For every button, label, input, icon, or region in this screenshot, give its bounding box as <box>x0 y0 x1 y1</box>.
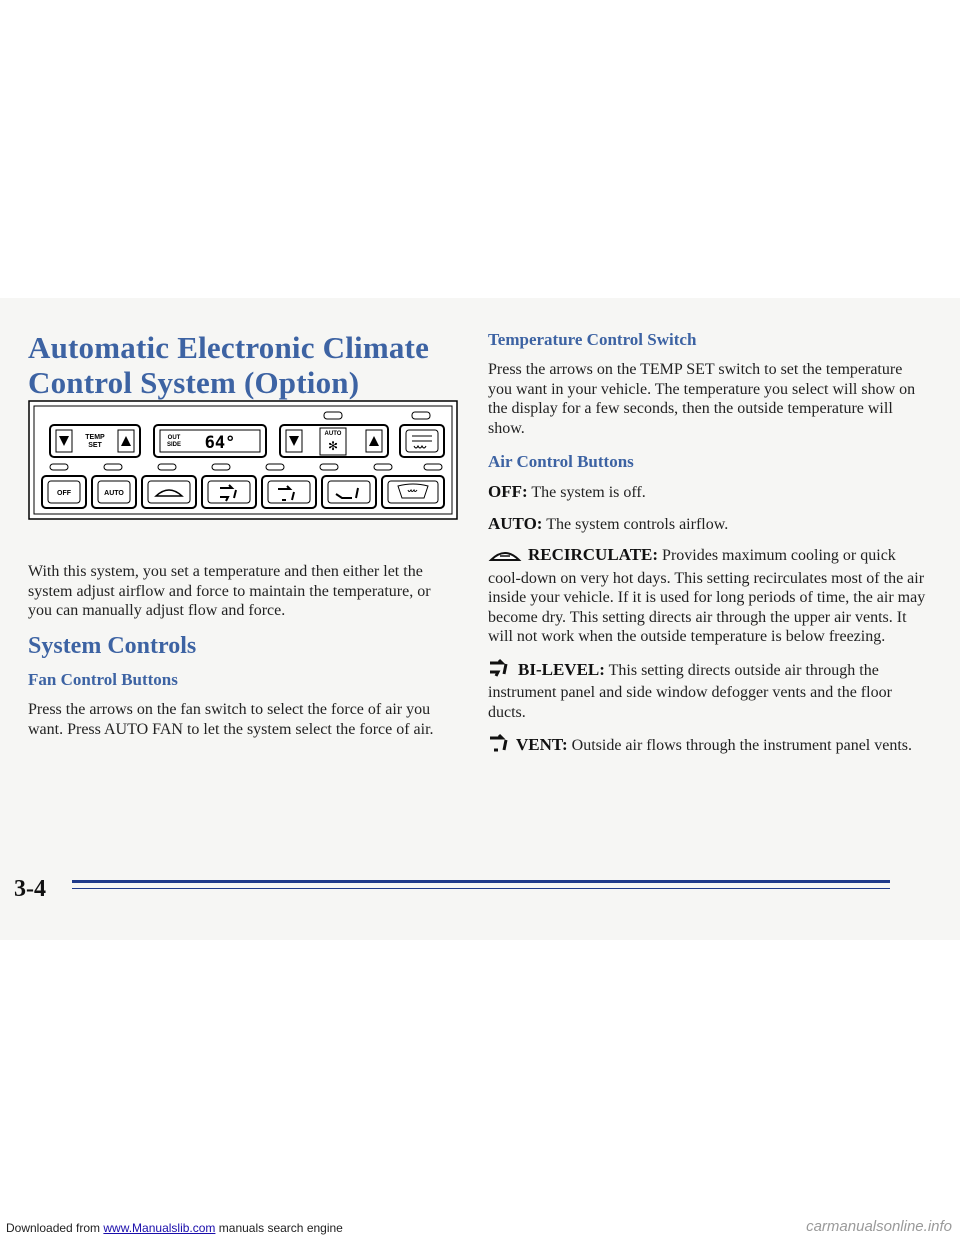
watermark: carmanualsonline.info <box>806 1218 952 1235</box>
auto-item <box>488 514 928 535</box>
page-title <box>28 330 458 400</box>
climate-control-panel-illustration <box>28 400 458 520</box>
left-column <box>28 330 458 400</box>
display-value: 64° <box>204 433 236 453</box>
off-text: The system is off. <box>527 484 646 501</box>
recirculate-text: Provides maximum cooling or quick cool-down on very hot days. This setting recirculates most of the air inside your vehicle. If it is used for long periods of time, the air may become dry. This setting directs air through the upper air vents. It will not work when the outside temperature is below freezing. <box>488 547 926 645</box>
climate-panel-svg <box>28 400 458 520</box>
fan-text: Press the arrows on the fan switch to select the force of air you want. Press AUTO FAN to let the system select the force of air. <box>28 701 434 738</box>
off-term: OFF: <box>488 482 528 501</box>
out-side-label: OUT SIDE <box>166 435 182 448</box>
download-prefix: Downloaded from <box>6 1221 104 1235</box>
temp-set-label: TEMP SET <box>85 434 105 449</box>
page-number: 3-4 <box>14 876 46 902</box>
vent-item <box>488 733 928 759</box>
manualslib-link[interactable]: www.Manualslib.com <box>103 1221 216 1235</box>
recirculate-term: RECIRCULATE: <box>528 545 659 564</box>
bilevel-icon <box>488 658 512 684</box>
fan-icon: ✻ <box>327 439 339 453</box>
fan-control-section <box>28 670 458 739</box>
temp-text: Press the arrows on the TEMP SET switch to set the temperature you want in your vehicle. The temperature you select will show on the display for a few seconds, then the outside temperature will show. <box>488 361 916 437</box>
title-line-1: Automatic Electronic Climate <box>28 330 430 365</box>
svg-text:AUTO: AUTO <box>104 490 124 497</box>
fan-heading: Fan Control Buttons <box>28 670 178 689</box>
section-title: System Controls <box>28 633 197 659</box>
temp-heading: Temperature Control Switch <box>488 330 697 349</box>
recirculate-item <box>488 545 928 647</box>
download-notice <box>6 1221 343 1235</box>
vent-icon <box>488 733 510 759</box>
download-suffix: manuals search engine <box>215 1221 343 1235</box>
off-item <box>488 482 928 503</box>
recirculate-icon <box>488 547 522 569</box>
footer-rule <box>72 880 890 894</box>
vent-text: Outside air flows through the instrument panel vents. <box>567 737 913 754</box>
system-controls-section <box>28 632 458 660</box>
intro-text: With this system, you set a temperature and then either let the system adjust airflow and force to maintain the temperature, or you can manually adjust flow and force. <box>28 563 431 619</box>
vent-term: VENT: <box>516 735 568 754</box>
intro-block <box>28 562 458 621</box>
svg-text:OFF: OFF <box>57 490 71 497</box>
auto-term: AUTO: <box>488 513 543 533</box>
bilevel-term: BI-LEVEL: <box>518 659 605 679</box>
right-column <box>488 330 928 759</box>
auto-fan-label: AUTO <box>324 431 342 437</box>
auto-text: The system controls airflow. <box>542 515 729 533</box>
title-line-2: Control System (Option) <box>28 365 360 400</box>
bilevel-item <box>488 658 928 723</box>
bilevel-text: This setting directs outside air through the instrument panel and side window defogger vents and the floor ducts. <box>488 661 892 721</box>
air-heading: Air Control Buttons <box>488 452 634 471</box>
